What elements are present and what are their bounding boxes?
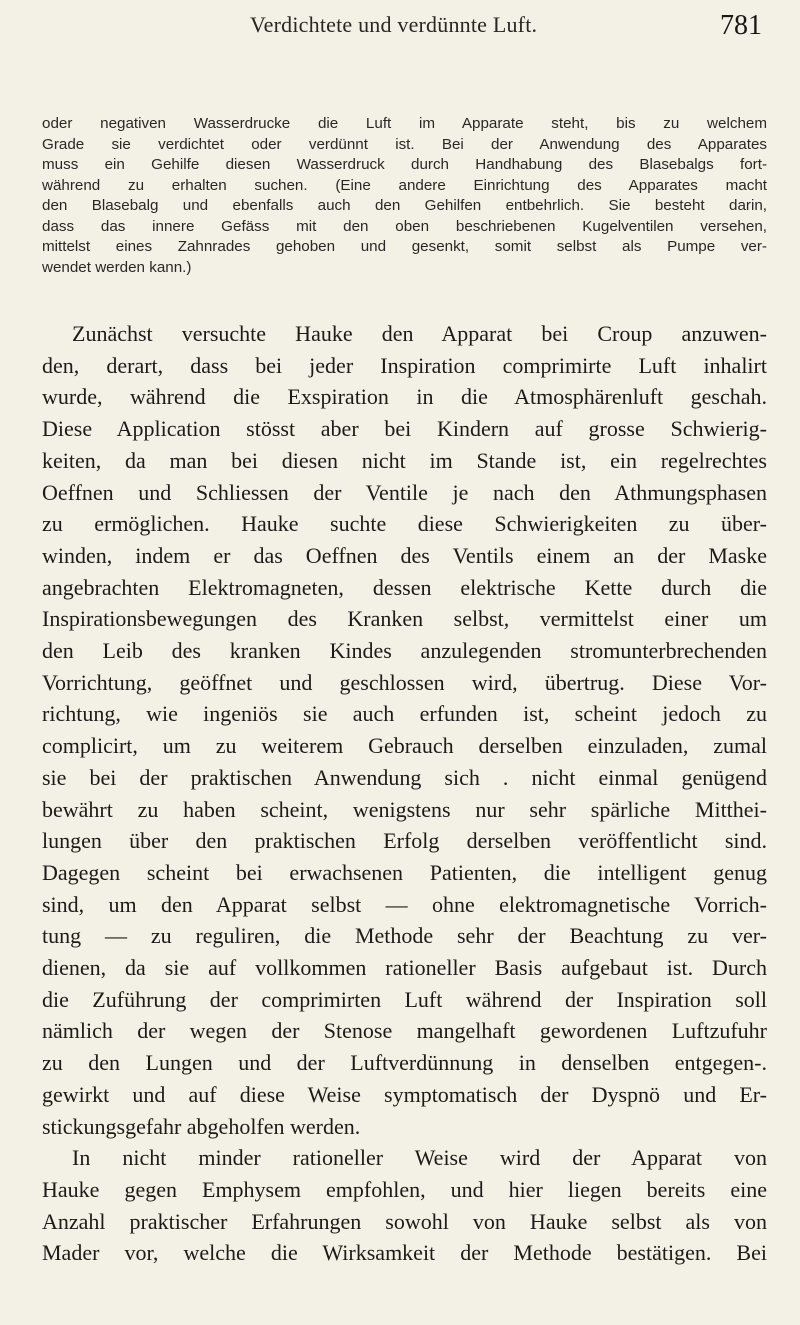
text-line: Vorrichtung, geöffnet und geschlossen wird, übertrug. Diese Vor- xyxy=(42,669,767,695)
text-line: Mader vor, welche die Wirksamkeit der Methode bestätigen. Bei xyxy=(42,1240,767,1266)
text-line: Grade sie verdichtet oder verdünnt ist. Bei der Anwendung des Apparates xyxy=(42,135,767,153)
text-line: tung — zu reguliren, die Methode sehr der Beachtung zu ver- xyxy=(42,923,767,949)
text-line: stickungsgefahr abgeholfen werden. xyxy=(42,1113,361,1139)
text-line: die Zuführung der comprimirten Luft während der Inspiration soll xyxy=(42,986,767,1012)
small-print-paragraph xyxy=(42,114,767,278)
text-line: zu den Lungen und der Luftverdünnung in denselben entgegen-. xyxy=(42,1050,767,1076)
text-line: mittelst eines Zahnrades gehoben und gesenkt, somit selbst als Pumpe ver- xyxy=(42,238,767,256)
paragraph-first-line: Zunächst versuchte Hauke den Apparat bei Croup anzuwen- xyxy=(72,321,767,346)
text-line: richtung, wie ingeniös sie auch erfunden ist, scheint jedoch zu xyxy=(42,701,767,727)
text-line: während zu erhalten suchen. (Eine andere Einrichtung des Apparates macht xyxy=(42,176,767,194)
text-line: nämlich der wegen der Stenose mangelhaft gewordenen Luftzufuhr xyxy=(42,1018,767,1044)
page-number: 781 xyxy=(720,10,762,41)
text-line: den, derart, dass bei jeder Inspiration comprimirte Luft inhalirt xyxy=(42,352,767,378)
main-body-text xyxy=(42,318,767,1269)
text-line: wendet werden kann.) xyxy=(42,258,192,276)
text-line: Diese Application stösst aber bei Kindern auf grosse Schwierig- xyxy=(42,416,767,442)
text-line: keiten, da man bei diesen nicht im Stande ist, ein regelrechtes xyxy=(42,447,767,473)
text-line: muss ein Gehilfe diesen Wasserdruck durch Handhabung des Blasebalgs fort- xyxy=(42,156,767,174)
text-line: Anzahl praktischer Erfahrungen sowohl von Hauke selbst als von xyxy=(42,1208,767,1234)
text-line: wurde, während die Exspiration in die Atmosphärenluft geschah. xyxy=(42,384,767,410)
text-line: oder negativen Wasserdrucke die Luft im Apparate steht, bis zu welchem xyxy=(42,115,767,132)
text-line: angebrachten Elektromagneten, dessen elektrische Kette durch die xyxy=(42,574,767,600)
text-line: bewährt zu haben scheint, wenigstens nur sehr spärliche Mitthei- xyxy=(42,796,767,822)
text-line: sie bei der praktischen Anwendung sich . nicht einmal genügend xyxy=(42,764,767,790)
text-line: Hauke gegen Emphysem empfohlen, und hier liegen bereits eine xyxy=(42,1176,767,1202)
text-line: zu ermöglichen. Hauke suchte diese Schwierigkeiten zu über- xyxy=(42,511,767,537)
text-line: Inspirationsbewegungen des Kranken selbst, vermittelst einer um xyxy=(42,606,767,632)
text-line: den Leib des kranken Kindes anzulegenden stromunterbrechenden xyxy=(42,638,767,664)
running-title: Verdichtete und verdünnte Luft. xyxy=(250,12,538,37)
text-line: dass das innere Gefäss mit den oben beschriebenen Kugelventilen versehen, xyxy=(42,217,767,235)
paragraph-first-line: In nicht minder rationeller Weise wird der Apparat von xyxy=(72,1145,767,1171)
text-line: complicirt, um zu weiterem Gebrauch derselben einzuladen, zumal xyxy=(42,733,767,759)
text-line: den Blasebalg und ebenfalls auch den Gehilfen entbehrlich. Sie besteht darin, xyxy=(42,197,767,215)
text-line: lungen über den praktischen Erfolg derselben veröffentlicht sind. xyxy=(42,828,767,854)
text-line: gewirkt und auf diese Weise symptomatisch der Dyspnö und Er- xyxy=(42,1081,767,1107)
text-line: winden, indem er das Oeffnen des Ventils einem an der Maske xyxy=(42,542,767,568)
text-line: dienen, da sie auf vollkommen rationeller Basis aufgebaut ist. Durch xyxy=(42,955,767,981)
text-line: sind, um den Apparat selbst — ohne elektromagnetische Vorrich- xyxy=(42,891,767,917)
text-line: Dagegen scheint bei erwachsenen Patienten, die intelligent genug xyxy=(42,859,767,885)
text-line: Oeffnen und Schliessen der Ventile je nach den Athmungsphasen xyxy=(42,479,767,505)
